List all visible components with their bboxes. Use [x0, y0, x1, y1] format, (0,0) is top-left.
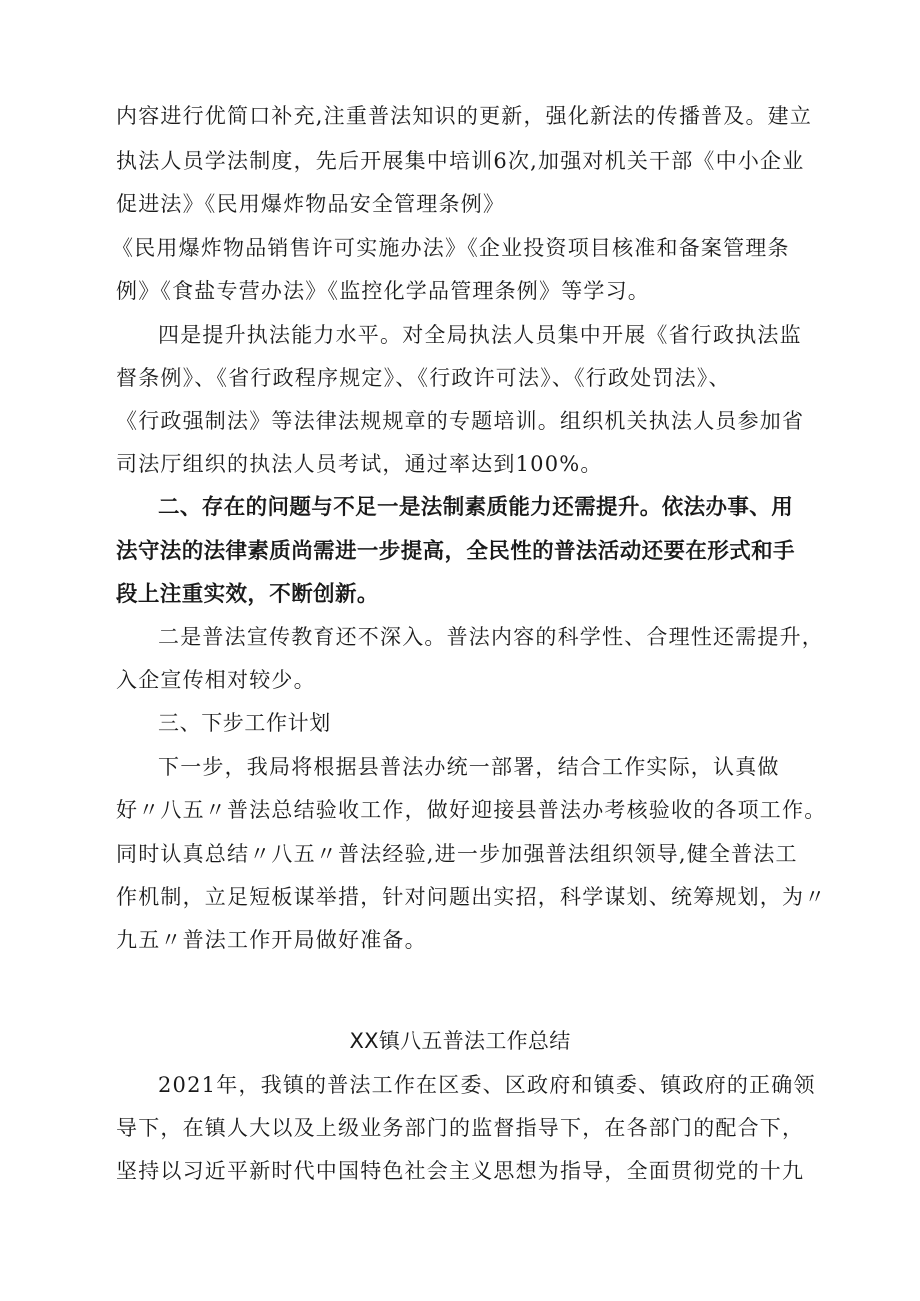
paragraph-line: 九五〃普法工作开局做好准备。: [116, 928, 427, 952]
paragraph-line: 2021年，我镇的普法工作在区委、区政府和镇委、镇政府的正确领: [158, 1073, 816, 1097]
paragraph-line: 同时认真总结〃八五〃普法经验,进一步加强普法组织领导,健全普法工: [116, 842, 798, 866]
paragraph-line: 司法厅组织的执法人员考试，通过率达到100%。: [116, 452, 603, 476]
paragraph-line: 法守法的法律素质尚需进一步提高，全民性的普法活动还要在形式和手: [116, 539, 795, 564]
paragraph-line: 例》《食盐专营办法》《监控化学品管理条例》等学习。: [116, 279, 650, 303]
paragraph-line: 下一步，我局将根据县普法办统一部署，结合工作实际，认真做: [158, 755, 780, 779]
paragraph-line: 执法人员学法制度，先后开展集中培训6次,加强对机关干部《中小企业: [116, 149, 805, 173]
paragraph-line: 《行政强制法》等法律法规规章的专题培训。组织机关执法人员参加省: [116, 409, 805, 433]
paragraph-line: 二是普法宣传教育还不深入。普法内容的科学性、合理性还需提升，: [158, 625, 824, 649]
paragraph-line: 导下，在镇人大以及上级业务部门的监督指导下，在各部门的配合下，: [116, 1116, 805, 1140]
paragraph-line: 作机制，立足短板谋举措，针对问题出实招，科学谋划、统筹规划，为〃: [116, 885, 827, 909]
paragraph-line: 内容进行优简口补充,注重普法知识的更新，强化新法的传播普及。建立: [116, 104, 813, 128]
paragraph-line: 坚持以习近平新时代中国特色社会主义思想为指导，全面贯彻党的十九: [116, 1159, 805, 1183]
paragraph-line: 好〃八五〃普法总结验收工作，做好迎接县普法办考核验收的各项工作。: [116, 798, 827, 822]
paragraph-line: 四是提升执法能力水平。对全局执法人员集中开展《省行政执法监: [158, 323, 802, 347]
paragraph-line: 入企宣传相对较少。: [116, 668, 316, 692]
paragraph-line: 《民用爆炸物品销售许可实施办法》《企业投资项目核准和备案管理条: [112, 236, 790, 260]
paragraph-line: 促进法》《民用爆炸物品安全管理条例》: [116, 192, 506, 216]
paragraph-line: 段上注重实效，不断创新。: [116, 582, 379, 607]
paragraph-line: 督条例》、《省行政程序规定》、《行政许可法》、《行政处罚法》、: [116, 366, 731, 390]
section-heading-problems: 二、存在的问题与不足一是法制素质能力还需提升。依法办事、用: [158, 495, 794, 520]
document-title: XX镇八五普法工作总结: [349, 1029, 571, 1053]
section-heading-plan: 三、下步工作计划: [158, 711, 331, 735]
